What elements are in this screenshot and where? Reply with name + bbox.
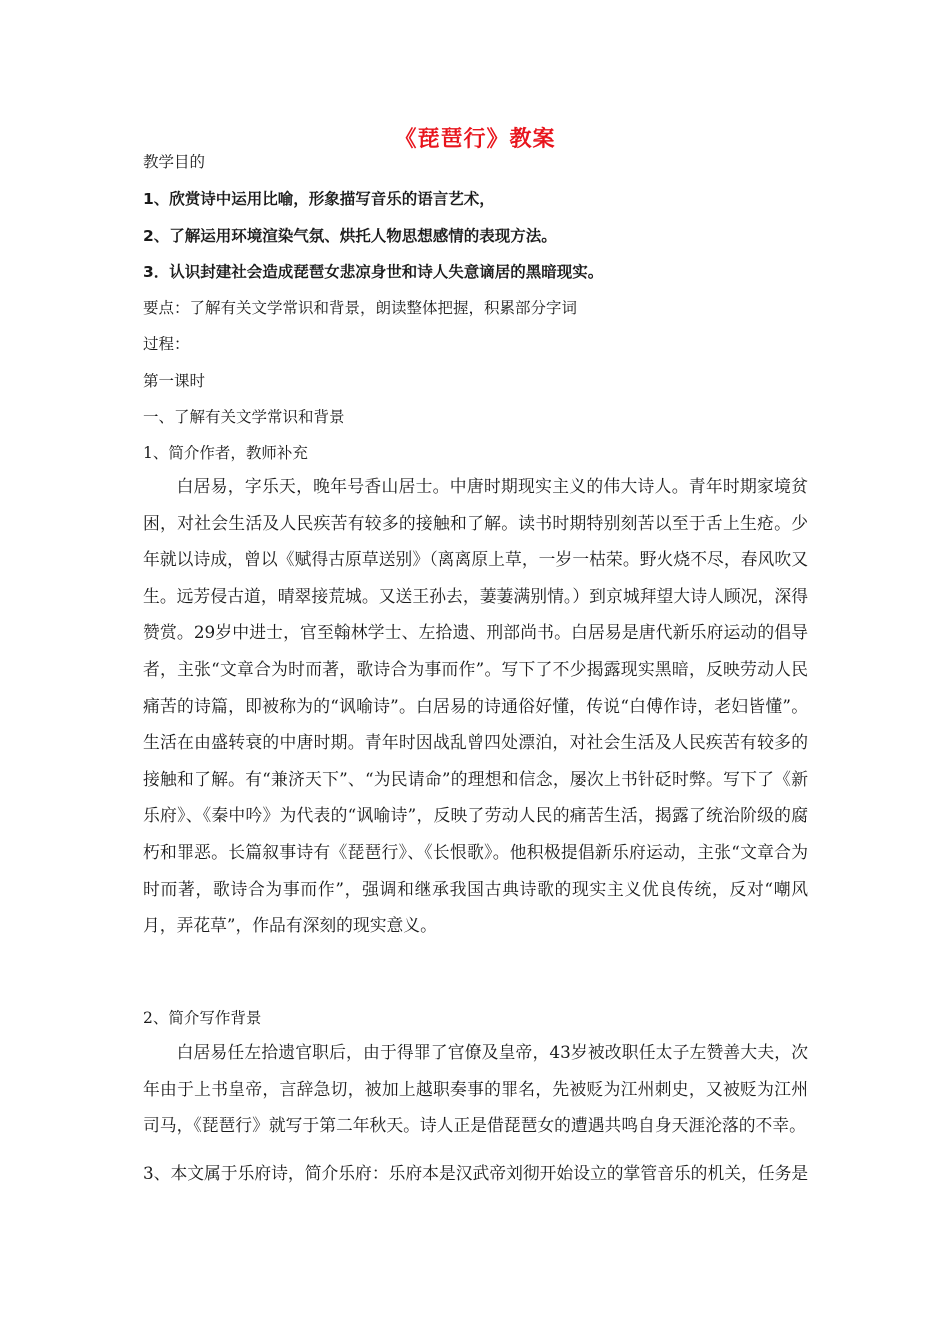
objective-3: 3．认识封建社会造成琵琶女悲凉身世和诗人失意谪居的黑暗现实。: [143, 263, 604, 281]
lesson-label: 第一课时: [143, 372, 206, 390]
process-label: 过程：: [143, 335, 190, 353]
objectives-heading: 教学目的: [143, 153, 206, 171]
document-title: 《琵琶行》教案: [394, 127, 556, 152]
background-paragraph: 白居易任左拾遗官职后，由于得罪了官僚及皇帝，43岁被改职任太子左赞善大夫，次年由于上书皇帝，言辞急切，被加上越职奏事的罪名，先被贬为江州刺史，又被贬为江州司马，《琵琶行》就写于第二年秋天。诗人正是借琵琶女的遭遇共鸣自身天涯沦落的不幸。: [143, 1042, 808, 1136]
item3-line: 3、本文属于乐府诗，简介乐府：乐府本是汉武帝刘彻开始设立的掌管音乐的机关，任务是: [143, 1163, 809, 1183]
section1-heading: 一、了解有关文学常识和背景: [143, 408, 345, 426]
item1-heading: 1、简介作者，教师补充: [143, 444, 308, 462]
author-paragraph: 白居易，字乐天，晚年号香山居士。中唐时期现实主义的伟大诗人。青年时期家境贫困，对社会生活及人民疾苦有较多的接触和了解。读书时期特别刻苦以至于舌上生疮。少年就以诗成，曾以《赋得古原草送别》（离离原上草，一岁一枯荣。野火烧不尽，春风吹又生。远芳侵古道，晴翠接荒城。又送王孙去，萋萋满别情。）到京城拜望大诗人顾况，深得赞赏。29岁中进士，官至翰林学士、左拾遗、刑部尚书。白居易是唐代新乐府运动的倡导者，主张“文章合为时而著，歌诗合为事而作”。写下了不少揭露现实黑暗，反映劳动人民痛苦的诗篇，即被称为的“讽喻诗”。白居易的诗通俗好懂，传说“白傅作诗，老妇皆懂”。生活在由盛转衰的中唐时期。青年时因战乱曾四处漂泊，对社会生活及人民疾苦有较多的接触和了解。有“兼济天下”、“为民请命”的理想和信念，屡次上书针砭时弊。写下了《新乐府》、《秦中吟》为代表的“讽喻诗”，反映了劳动人民的痛苦生活，揭露了统治阶级的腐朽和罪恶。长篇叙事诗有《琵琶行》、《长恨歌》。他积极提倡新乐府运动，主张“文章合为时而著，歌诗合为事而作”，强调和继承我国古典诗歌的现实主义优良传统，反对“嘲风月，弄花草”，作品有深刻的现实意义。: [143, 476, 808, 936]
key-points: 要点：了解有关文学常识和背景，朗读整体把握，积累部分字词: [143, 299, 578, 317]
objective-1: 1、欣赏诗中运用比喻，形象描写音乐的语言艺术，: [143, 190, 495, 208]
objective-2: 2、了解运用环境渲染气氛、烘托人物思想感情的表现方法。: [143, 227, 557, 245]
item2-heading: 2、简介写作背景: [143, 1009, 262, 1027]
